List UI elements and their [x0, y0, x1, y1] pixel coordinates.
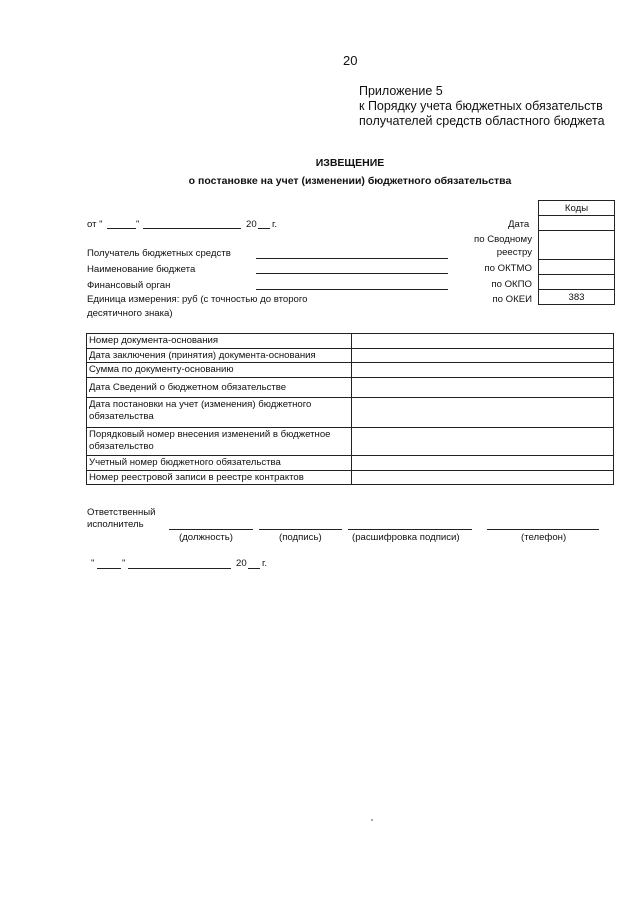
row-value-cell[interactable] — [352, 348, 614, 363]
date-year-suffix: г. — [272, 219, 277, 230]
codes-date-label: Дата — [508, 219, 530, 230]
unit-label-line-1: Единица измерения: руб (с точностью до второго — [87, 294, 308, 305]
finance-body-field[interactable] — [256, 289, 448, 290]
details-table — [86, 333, 614, 485]
unit-label-line-2: десятичного знака) — [87, 308, 173, 319]
codes-okpo-label: по ОКПО — [491, 279, 532, 290]
date-quote-close: " — [136, 219, 140, 230]
codes-oktmo-label: по ОКТМО — [484, 263, 532, 274]
appendix-line-1: Приложение 5 — [359, 84, 443, 98]
table-row — [87, 334, 614, 349]
row-label: Дата Сведений о бюджетном обязательстве — [87, 377, 352, 398]
bottom-date-month-field[interactable] — [128, 568, 231, 569]
recipient-field[interactable] — [256, 258, 448, 259]
row-label: Дата постановки на учет (изменения) бюджетного обязательства — [87, 398, 352, 428]
bottom-date-day-field[interactable] — [97, 568, 121, 569]
budget-name-field[interactable] — [256, 273, 448, 274]
codes-table — [538, 200, 615, 305]
row-value-cell[interactable] — [352, 363, 614, 378]
row-label: Сумма по документу-основанию — [87, 363, 352, 378]
phone-caption: (телефон) — [521, 532, 567, 543]
recipient-label: Получатель бюджетных средств — [87, 248, 231, 259]
codes-consolidated-cell[interactable] — [539, 231, 615, 260]
scan-speck — [371, 819, 373, 821]
codes-okei-label: по ОКЕИ — [492, 294, 532, 305]
responsible-label-line-1: Ответственный — [87, 507, 156, 518]
appendix-line-3: получателей средств областного бюджета — [359, 114, 605, 128]
date-year-prefix: 20 — [246, 219, 257, 230]
row-label: Номер реестровой записи в реестре контрактов — [87, 470, 352, 485]
table-row — [87, 363, 614, 378]
row-value-cell[interactable] — [352, 428, 614, 456]
row-value-cell[interactable] — [352, 377, 614, 398]
table-row — [87, 470, 614, 485]
page-number: 20 — [343, 53, 358, 68]
row-label: Порядковый номер внесения изменений в бюджетное обязательство — [87, 428, 352, 456]
bottom-date-close-quote: " — [122, 558, 126, 569]
codes-date-cell[interactable] — [539, 216, 615, 231]
row-value-cell[interactable] — [352, 334, 614, 349]
table-row — [87, 456, 614, 471]
table-row — [87, 348, 614, 363]
codes-consolidated-label-2: реестру — [496, 247, 532, 258]
codes-okpo-cell[interactable] — [539, 275, 615, 290]
date-year-field[interactable] — [258, 228, 270, 229]
row-value-cell[interactable] — [352, 470, 614, 485]
codes-header: Коды — [539, 201, 615, 216]
signature-decode-caption: (расшифровка подписи) — [352, 532, 460, 543]
row-value-cell[interactable] — [352, 398, 614, 428]
row-label: Дата заключения (принятия) документа-основания — [87, 348, 352, 363]
document-title: ИЗВЕЩЕНИЕ — [315, 157, 385, 169]
table-row — [87, 428, 614, 456]
table-row — [87, 377, 614, 398]
responsible-label-line-2: исполнитель — [87, 519, 144, 530]
row-label: Номер документа-основания — [87, 334, 352, 349]
position-caption: (должность) — [179, 532, 233, 543]
appendix-line-2: к Порядку учета бюджетных обязательств — [359, 99, 603, 113]
date-day-field[interactable] — [107, 228, 136, 229]
codes-okei-cell: 383 — [539, 290, 615, 305]
finance-body-label: Финансовый орган — [87, 280, 171, 291]
bottom-date-year-prefix: 20 — [236, 558, 247, 569]
row-label: Учетный номер бюджетного обязательства — [87, 456, 352, 471]
date-prefix: от " — [87, 219, 103, 230]
budget-name-label: Наименование бюджета — [87, 264, 196, 275]
date-month-field[interactable] — [143, 228, 241, 229]
signature-field[interactable] — [259, 529, 342, 530]
position-field[interactable] — [169, 529, 253, 530]
bottom-date-year-field[interactable] — [248, 568, 260, 569]
bottom-date-open-quote: " — [91, 558, 95, 569]
signature-caption: (подпись) — [279, 532, 322, 543]
row-value-cell[interactable] — [352, 456, 614, 471]
table-row — [87, 398, 614, 428]
codes-oktmo-cell[interactable] — [539, 260, 615, 275]
bottom-date-year-suffix: г. — [262, 558, 267, 569]
document-subtitle: о постановке на учет (изменении) бюджетного обязательства — [188, 175, 512, 187]
signature-decode-field[interactable] — [348, 529, 472, 530]
phone-field[interactable] — [487, 529, 599, 530]
codes-consolidated-label-1: по Сводному — [474, 234, 532, 245]
